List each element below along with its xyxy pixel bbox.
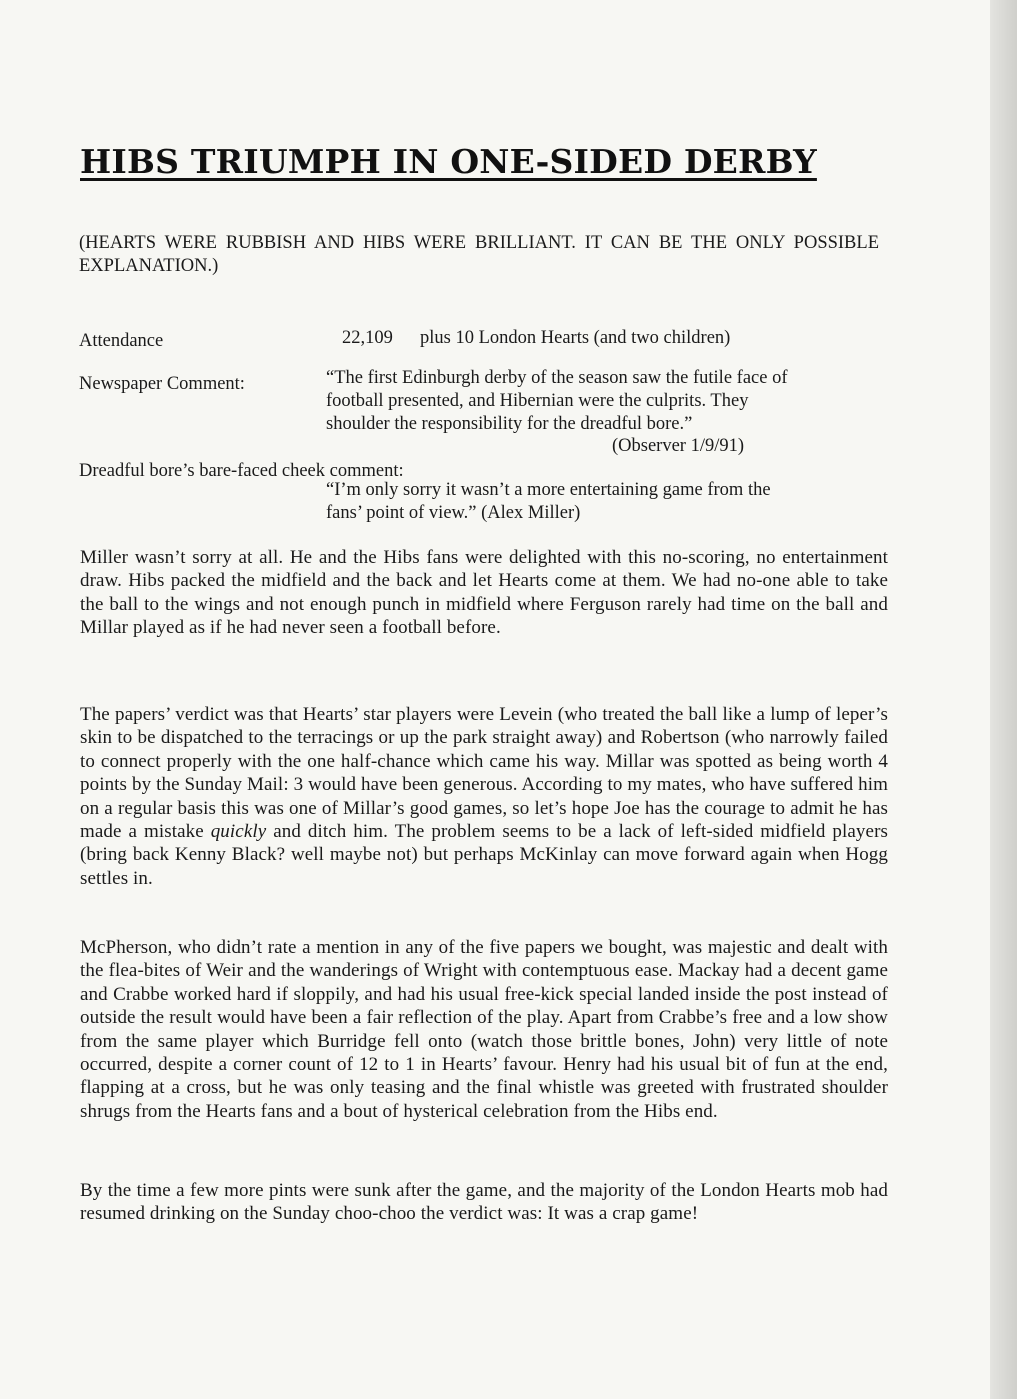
paragraph-1: Miller wasn’t sorry at all. He and the Hibs fans were delighted with this no-scoring, no entertainment draw. Hibs packed the midfield and the back and let Hearts come at them. We had no-one able to take the ball to the wings and not enough punch in midfield where Ferguson rarely had time on the ball and Millar played as if he had never seen a football before.: [80, 547, 888, 639]
cheek-quote-line-2: fans’ point of view.” (Alex Miller): [326, 503, 581, 523]
paragraph-2-part-b: and ditch him. The problem seems to be a lack of left-sided midfield players (bring back Kenny Black? well maybe not) but perhaps McKinlay can move forward again when Hogg settles in.: [80, 821, 888, 889]
newspaper-comment-label: Newspaper Comment:: [79, 374, 245, 394]
paragraph-4: By the time a few more pints were sunk after the game, and the majority of the London Hearts mob had resumed drinking on the Sunday choo-choo the verdict was: It was a crap game!: [80, 1180, 888, 1225]
newspaper-quote-line-3: shoulder the responsibility for the dreadful bore.”: [326, 414, 693, 434]
paragraph-2-part-a: The papers’ verdict was that Hearts’ star players were Levein (who treated the ball like a lump of leper’s skin to be dispatched to the terracings or up the park straight away) and Robertson (who narrowly failed to connect properly with the one half-chance which came his way. Millar was spotted as being worth 4 points by the Sunday Mail: 3 would have been generous. According to my mates, who have suffered him on a regular basis this was one of Millar’s good games, so let’s hope Joe has the courage to admit he has made a mistake: [80, 704, 888, 843]
paragraph-2: [80, 703, 888, 890]
page-edge: [990, 0, 1017, 1399]
article-subtitle: (HEARTS WERE RUBBISH AND HIBS WERE BRILLIANT. IT CAN BE THE ONLY POSSIBLE EXPLANATION.): [79, 233, 879, 276]
paragraph-2-emphasis: quickly: [210, 821, 267, 843]
newspaper-source: (Observer 1/9/91): [612, 436, 745, 456]
attendance-value: 22,109: [342, 328, 393, 348]
cheek-comment-label: Dreadful bore’s bare-faced cheek comment:: [79, 461, 404, 481]
newspaper-quote-line-2: football presented, and Hibernian were the culprits. They: [326, 391, 749, 411]
paragraph-3: McPherson, who didn’t rate a mention in any of the five papers we bought, was majestic and dealt with the flea-bites of Weir and the wanderings of Wright with contemptuous ease. Mackay had a decent game and Crabbe worked hard if sloppily, and had his usual free-kick special landed inside the post instead of outside the result would have been a fair reflection of the play. Apart from Crabbe’s free and a low show from the same player which Burridge fell onto (watch those brittle bones, John) very little of note occurred, despite a corner count of 12 to 1 in Hearts’ favour. Henry had his usual bit of fun at the end, flapping at a cross, but he was only teasing and the final whistle was greeted with frustrated shoulder shrugs from the Hearts fans and a bout of hysterical celebration from the Hibs end.: [80, 937, 888, 1122]
cheek-quote-line-1: “I’m only sorry it wasn’t a more entertaining game from the: [326, 480, 771, 500]
attendance-label: Attendance: [79, 331, 164, 351]
article-title: HIBS TRIUMPH IN ONE-SIDED DERBY: [80, 142, 817, 181]
newspaper-quote-line-1: “The first Edinburgh derby of the season saw the futile face of: [326, 368, 788, 388]
attendance-note: plus 10 London Hearts (and two children): [420, 328, 731, 348]
